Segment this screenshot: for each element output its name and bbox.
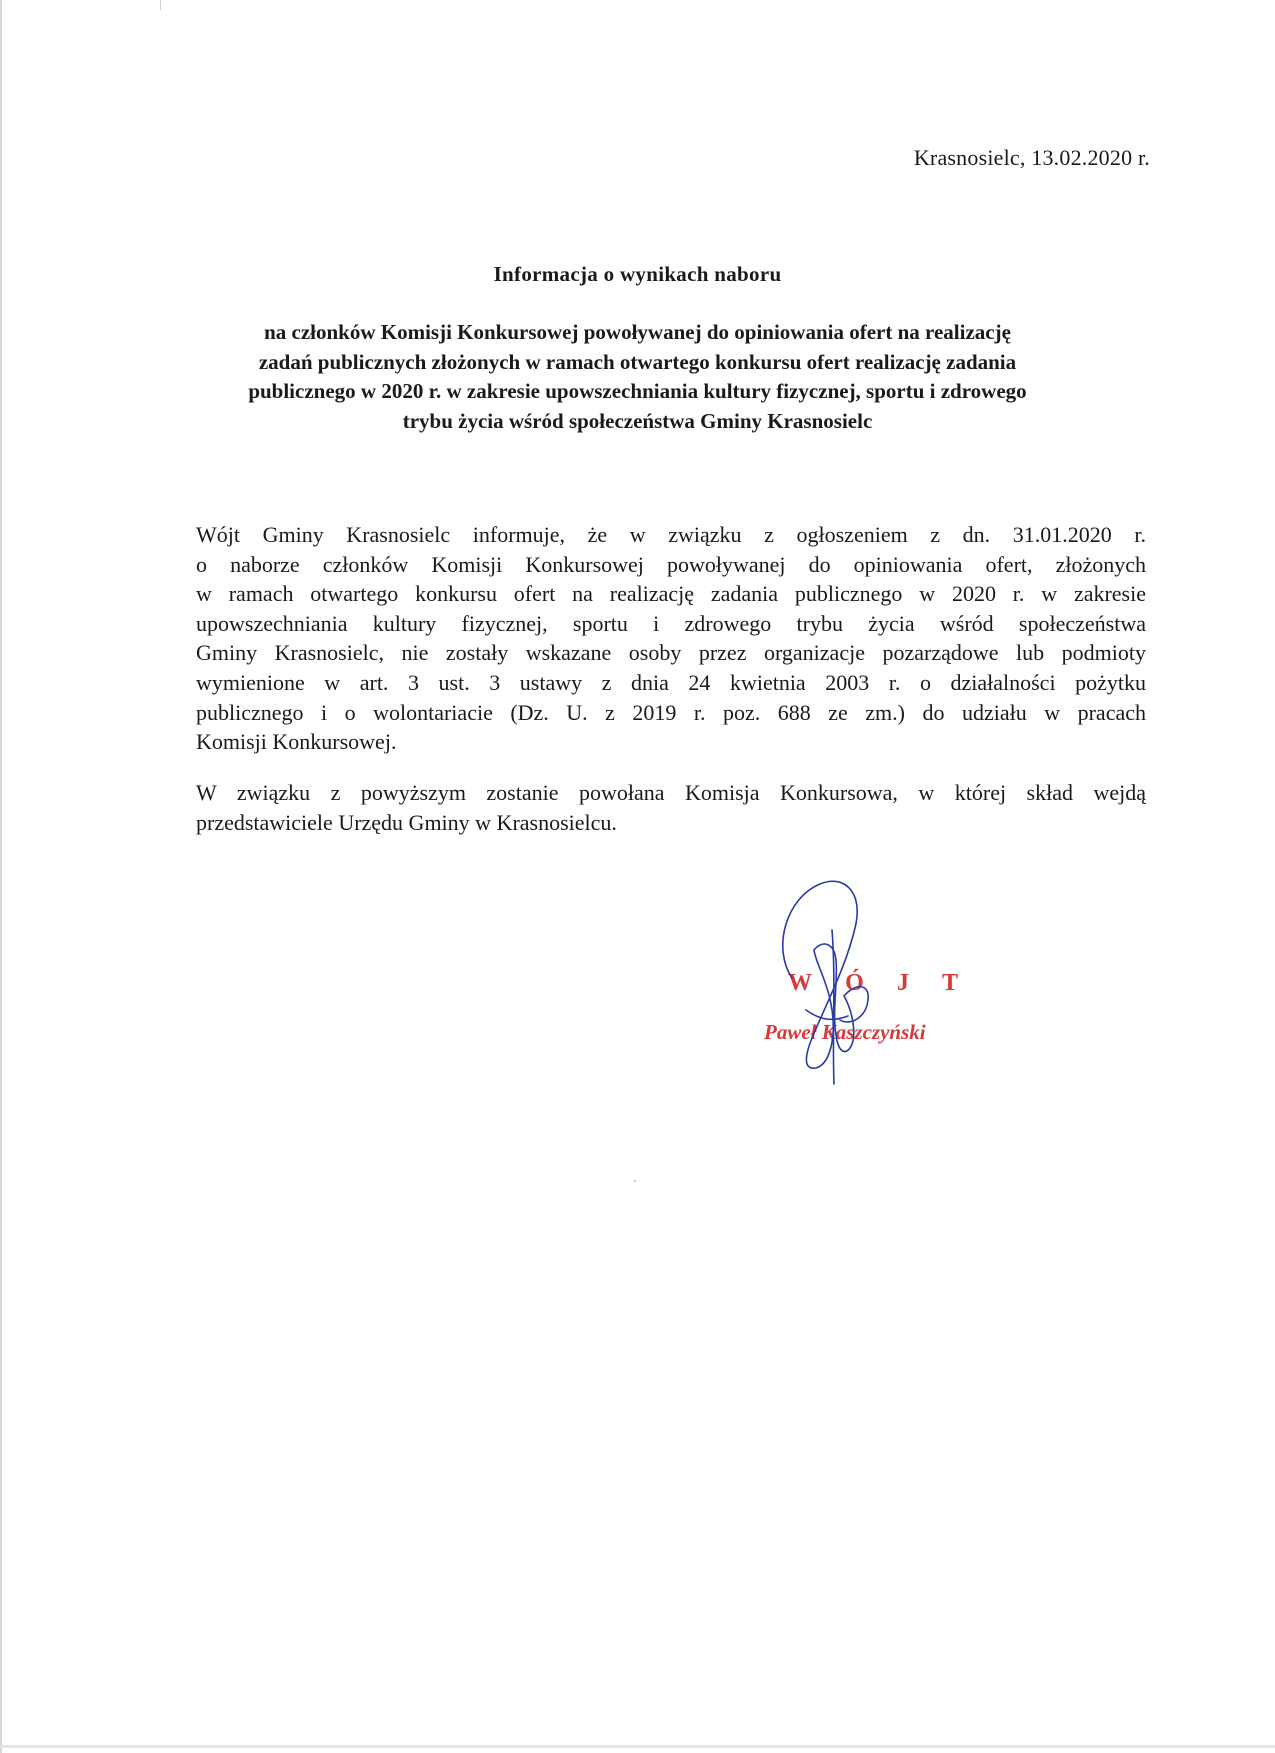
stamp-name: Paweł Kaszczyński <box>764 1020 926 1044</box>
document-subtitle <box>190 318 1085 436</box>
paragraph-line: w ramach otwartego konkursu ofert na realizację zadania publicznego w 2020 r. w zakresie <box>196 581 1146 607</box>
signature-block <box>740 870 980 1090</box>
stamp-letter: W <box>788 970 812 996</box>
paragraph-line: przedstawiciele Urzędu Gminy w Krasnosielcu. <box>196 809 617 835</box>
paragraph-line: o naborze członków Komisji Konkursowej powoływanej do opiniowania ofert, złożonych <box>196 551 1146 577</box>
subtitle-line: publicznego w 2020 r. w zakresie upowszechniania kultury fizycznej, sportu i zdrowego <box>248 379 1027 403</box>
document-title: Informacja o wynikach naboru <box>493 262 782 286</box>
subtitle-line: trybu życia wśród społeczeństwa Gminy Krasnosielc <box>402 408 873 433</box>
signature-stroke <box>806 1010 848 1019</box>
subtitle-line: zadań publicznych złożonych w ramach otwartego konkursu ofert realizację zadania <box>258 349 1017 374</box>
subtitle-line: na członków Komisji Konkursowej powoływanej do opiniowania ofert na realizację <box>264 320 1011 344</box>
place-date: Krasnosielc, 13.02.2020 r. <box>913 145 1150 170</box>
paragraph-line: upowszechniania kultury fizycznej, sportu i zdrowego trybu życia wśród społeczeństwa <box>196 610 1146 636</box>
paragraph-line: wymienione w art. 3 ust. 3 ustawy z dnia 24 kwietnia 2003 r. o działalności pożytku <box>196 669 1146 695</box>
scan-mark <box>160 0 161 10</box>
signature-stroke <box>783 881 857 1068</box>
handwritten-signature <box>740 870 980 1090</box>
stamp-letter: T <box>941 970 958 996</box>
paragraph-line: Wójt Gminy Krasnosielc informuje, że w związku z ogłoszeniem z dn. 31.01.2020 r. <box>196 522 1146 547</box>
paragraph-line: publicznego i o wolontariacie (Dz. U. z 2019 r. poz. 688 ze zm.) do udziału w pracach <box>196 699 1146 725</box>
paragraph-line: Komisji Konkursowej. <box>196 729 397 755</box>
scan-bottom-edge <box>0 1745 1275 1748</box>
paragraph-1 <box>196 520 1146 757</box>
stamp-letter: J <box>896 970 909 996</box>
scan-speck <box>634 1180 636 1182</box>
stamp-letter: Ó <box>845 970 864 996</box>
paragraph-line: Gminy Krasnosielc, nie zostały wskazane osoby przez organizacje pozarządowe lub podmioty <box>196 640 1146 666</box>
paragraph-line: W związku z powyższym zostanie powołana Komisja Konkursowa, w której skład wejdą <box>196 780 1146 805</box>
paragraph-2 <box>196 778 1146 837</box>
